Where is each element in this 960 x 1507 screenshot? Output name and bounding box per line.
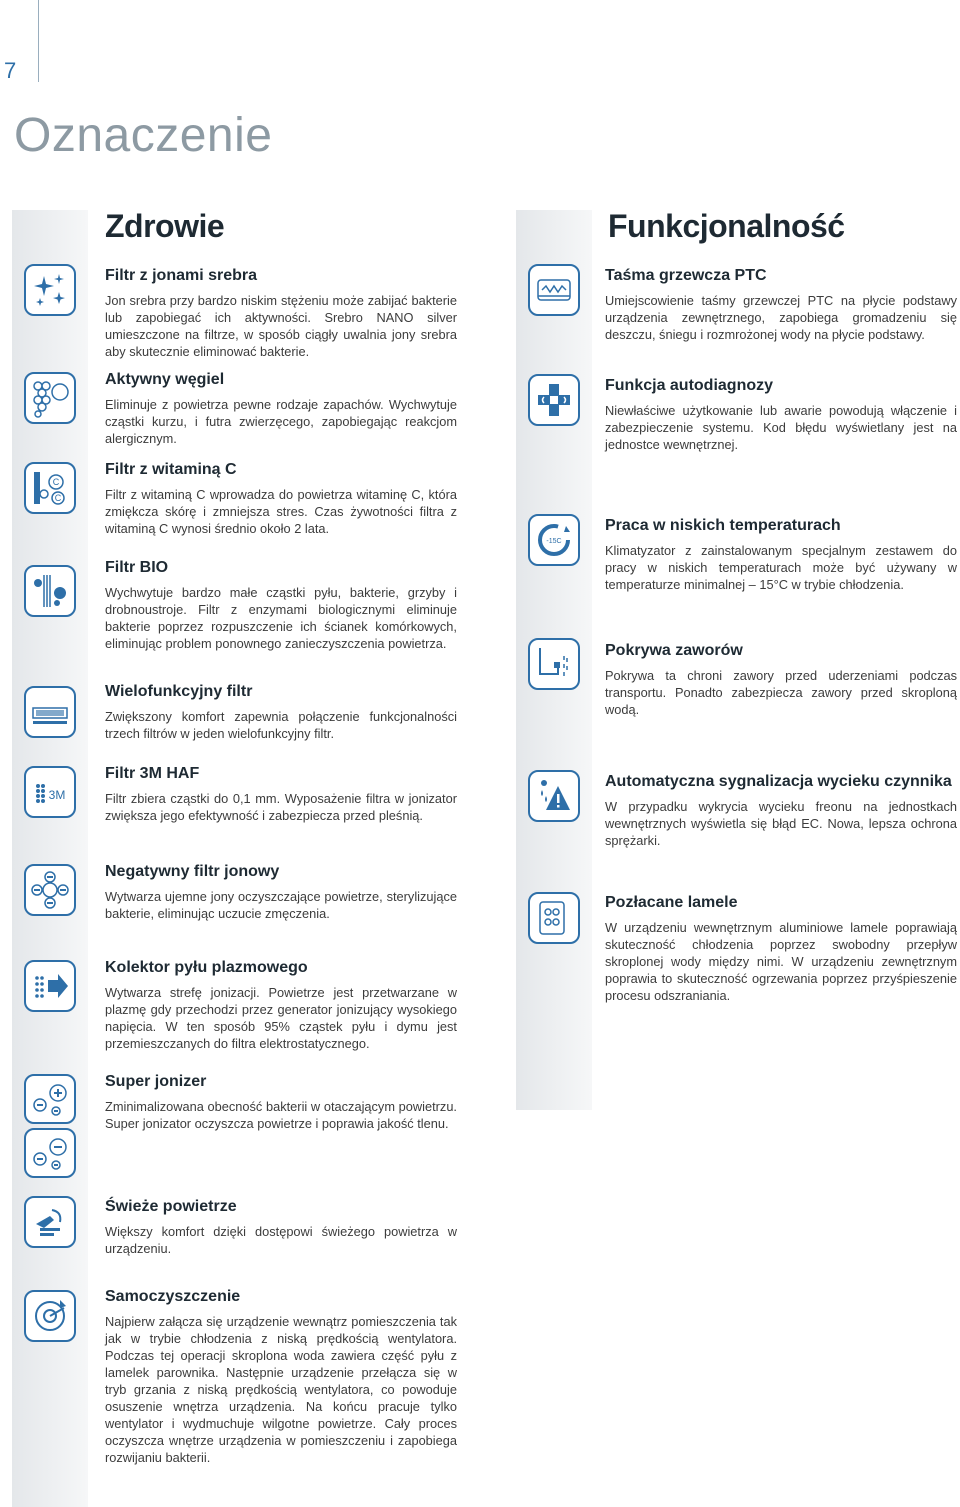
- vitamin-c-icon: [24, 462, 76, 514]
- item-vitamin-c-filter: [105, 460, 457, 537]
- item-super-ionizer: [105, 1072, 457, 1132]
- item-valve-cover: [605, 641, 957, 718]
- item-text: Klimatyzator z zainstalowanym specjalnym zestawem do pracy w niskich temperaturach może być używany w temperaturze minimalnej – 15°C w trybie chłodzenia.: [605, 543, 957, 592]
- item-plasma-collector: [105, 958, 457, 1052]
- 3m-label: 3M: [48, 788, 66, 802]
- item-heading: Filtr z jonami srebra: [105, 267, 258, 284]
- item-low-temp-operation: [605, 516, 957, 593]
- item-text: Niewłaściwe użytkowanie lub awarie powodują włączenie i zabezpieczenie systemu. Kod błędu wyświetlany jest na jednostce wewnętrznej.: [605, 403, 957, 452]
- multi-filter-icon: [24, 686, 76, 738]
- item-text: Zwiększony komfort zapewnia połączenie funkcjonalności trzech filtrów w jeden wielofunkcyjny filtr.: [105, 709, 457, 741]
- item-multi-filter: [105, 682, 457, 742]
- item-heading: Praca w niskich temperaturach: [605, 517, 841, 534]
- item-heading: Negatywny filtr jonowy: [105, 863, 280, 880]
- item-heading: Wielofunkcyjny filtr: [105, 683, 253, 700]
- low-temp-label: -15C: [546, 538, 562, 545]
- item-heading: Funkcja autodiagnozy: [605, 377, 774, 394]
- negative-ion-icon: [24, 864, 76, 916]
- page-number: 7: [4, 58, 17, 83]
- super-ionizer-icon-top: [24, 1074, 76, 1124]
- item-silver-ion-filter: [105, 266, 457, 360]
- svg-text:C: C: [54, 493, 62, 503]
- item-self-diagnosis: [605, 376, 957, 453]
- item-text: Wytwarza strefę jonizacji. Powietrze jest przetwarzane w plazmę gdy przechodzi przez generator jonizujący wysokiego napięcia. W ten sposób 95% cząstek pyłu i dymu jest przemieszczanych do filtra elektrostatycznego.: [105, 985, 457, 1051]
- item-fresh-air: [105, 1197, 457, 1257]
- item-text: Pokrywa ta chroni zawory przed uderzeniami podczas transportu. Ponadto zabezpiecza zawory przed skroploną wodą.: [605, 668, 957, 717]
- item-heading: Automatyczna sygnalizacja wycieku czynnika: [605, 773, 952, 790]
- item-heading: Super jonizer: [105, 1073, 207, 1090]
- item-text: Większy komfort dzięki dostępowi świeżego powietrza w urządzeniu.: [105, 1224, 457, 1256]
- header-divider: [38, 0, 39, 82]
- item-leak-detection: [605, 772, 957, 849]
- section-title-functionality: Funkcjonalność: [608, 208, 845, 244]
- item-heading: Świeże powietrze: [105, 1198, 237, 1215]
- item-text: Umiejscowienie taśmy grzewczej PTC na płycie podstawy urządzenia zewnętrznego, zapobiega gromadzeniu się deszczu, śniegu i rozmrożonej wody na płycie podstawy.: [605, 293, 957, 342]
- valve-cover-icon: [528, 638, 580, 690]
- self-diagnosis-icon: [528, 374, 580, 426]
- item-heading: Filtr 3M HAF: [105, 765, 200, 782]
- item-text: Zminimalizowana obecność bakterii w otaczającym powietrzu. Super jonizator oczyszcza powietrze i poprawia jakość tlenu.: [105, 1099, 457, 1131]
- item-text: Filtr zbiera cząstki do 0,1 mm. Wyposażenie filtra w jonizator zwiększa jego efektywność i zabezpiecza przed pleśnią.: [105, 791, 457, 823]
- item-3m-haf-filter: [105, 764, 457, 824]
- item-text: Filtr z witaminą C wprowadza do powietrza witaminę C, która zmiękcza skórę i zmniejsza stres. Czas żywotności filtra z witaminą C wynosi średnio około 2 lata.: [105, 487, 457, 536]
- svg-text:C: C: [52, 477, 60, 487]
- item-text: Wychwytuje bardzo małe cząstki pyłu, bakterie, grzyby i drobnoustroje. Filtr z enzymami biologicznymi eliminuje bakterie poprzez rozpuszczenie ich ścianek komórkowych, eliminując problem ponownego zanieczyszczenia powietrza.: [105, 585, 457, 651]
- golden-fin-icon: [528, 892, 580, 944]
- item-text: Eliminuje z powietrza pewne rodzaje zapachów. Wychwytuje cząstki kurzu, i futra zwierzęcego, zapobiegając reakcjom alergicznym.: [105, 397, 457, 446]
- item-heading: Aktywny węgiel: [105, 371, 225, 388]
- 3m-filter-icon: [24, 766, 76, 818]
- item-text: W urządzeniu wewnętrznym aluminiowe lamele poprawiają skuteczność chłodzenia poprzez swobodny przepływ skroplonej wody między nimi. W urządzeniu zewnętrznym poprawia to skuteczność ogrzewania poprzez przyśpieszenie procesu odszraniania.: [605, 920, 957, 1003]
- honeycomb-icon: [24, 372, 76, 424]
- heating-tape-icon: [528, 264, 580, 316]
- item-heading: Filtr BIO: [105, 559, 169, 576]
- item-text: Najpierw załącza się urządzenie wewnątrz pomieszczenia tak jak w trybie chłodzenia z niską prędkością wentylatora. Podczas tej operacji skroplona woda zawiera część pyłu z lamelek parownika. Następnie urządzenie przełącza się w tryb grzania z niską prędkością wentylatora, co powoduje osuszenie wnętrza urządzenia. Na końcu pracuje tylko wentylator i wydmuchuje wilgotne powietrze. Cały proces oczyszcza wnętrze urządzenia w pomieszczeniu i zapobiega rozwijaniu bakterii.: [105, 1314, 457, 1465]
- item-negative-ion-filter: [105, 862, 457, 922]
- super-ionizer-icon: [24, 1128, 76, 1178]
- item-heading: Pozłacane lamele: [605, 894, 738, 911]
- fresh-air-icon: [24, 1196, 76, 1248]
- item-heading: Pokrywa zaworów: [605, 642, 743, 659]
- bio-filter-icon: [24, 565, 76, 617]
- item-heading: Taśma grzewcza PTC: [605, 267, 767, 284]
- low-temp-icon: [528, 514, 580, 566]
- item-heading: Filtr z witaminą C: [105, 461, 237, 478]
- item-ptc-heating-tape: [605, 266, 957, 343]
- item-heading: Samoczyszczenie: [105, 1288, 241, 1305]
- item-golden-fins: [605, 893, 957, 1004]
- page-title: Oznaczenie: [14, 109, 273, 162]
- item-self-clean: [105, 1287, 457, 1466]
- self-clean-icon: [24, 1290, 76, 1342]
- plasma-collector-icon: [24, 960, 76, 1012]
- item-bio-filter: [105, 558, 457, 652]
- section-title-health: Zdrowie: [105, 208, 225, 244]
- leak-warning-icon: [528, 770, 580, 822]
- item-active-carbon: [105, 370, 457, 447]
- item-text: Jon srebra przy bardzo niskim stężeniu może zabijać bakterie lub zapobiegać ich aktywności. Srebro NANO silver umieszczone na filtrze, w sposób ciągły uwalnia jony srebra aby skutecznie eliminować bakterie.: [105, 293, 457, 359]
- item-text: W przypadku wykrycia wycieku freonu na jednostkach wewnętrznych wyświetla się błąd EC. Nowa, lepsza ochrona sprężarki.: [605, 799, 957, 848]
- item-heading: Kolektor pyłu plazmowego: [105, 959, 308, 976]
- item-text: Wytwarza ujemne jony oczyszczające powietrze, sterylizujące bakterie, eliminując uczucie zmęczenia.: [105, 889, 457, 921]
- sparkle-icon: [24, 264, 76, 316]
